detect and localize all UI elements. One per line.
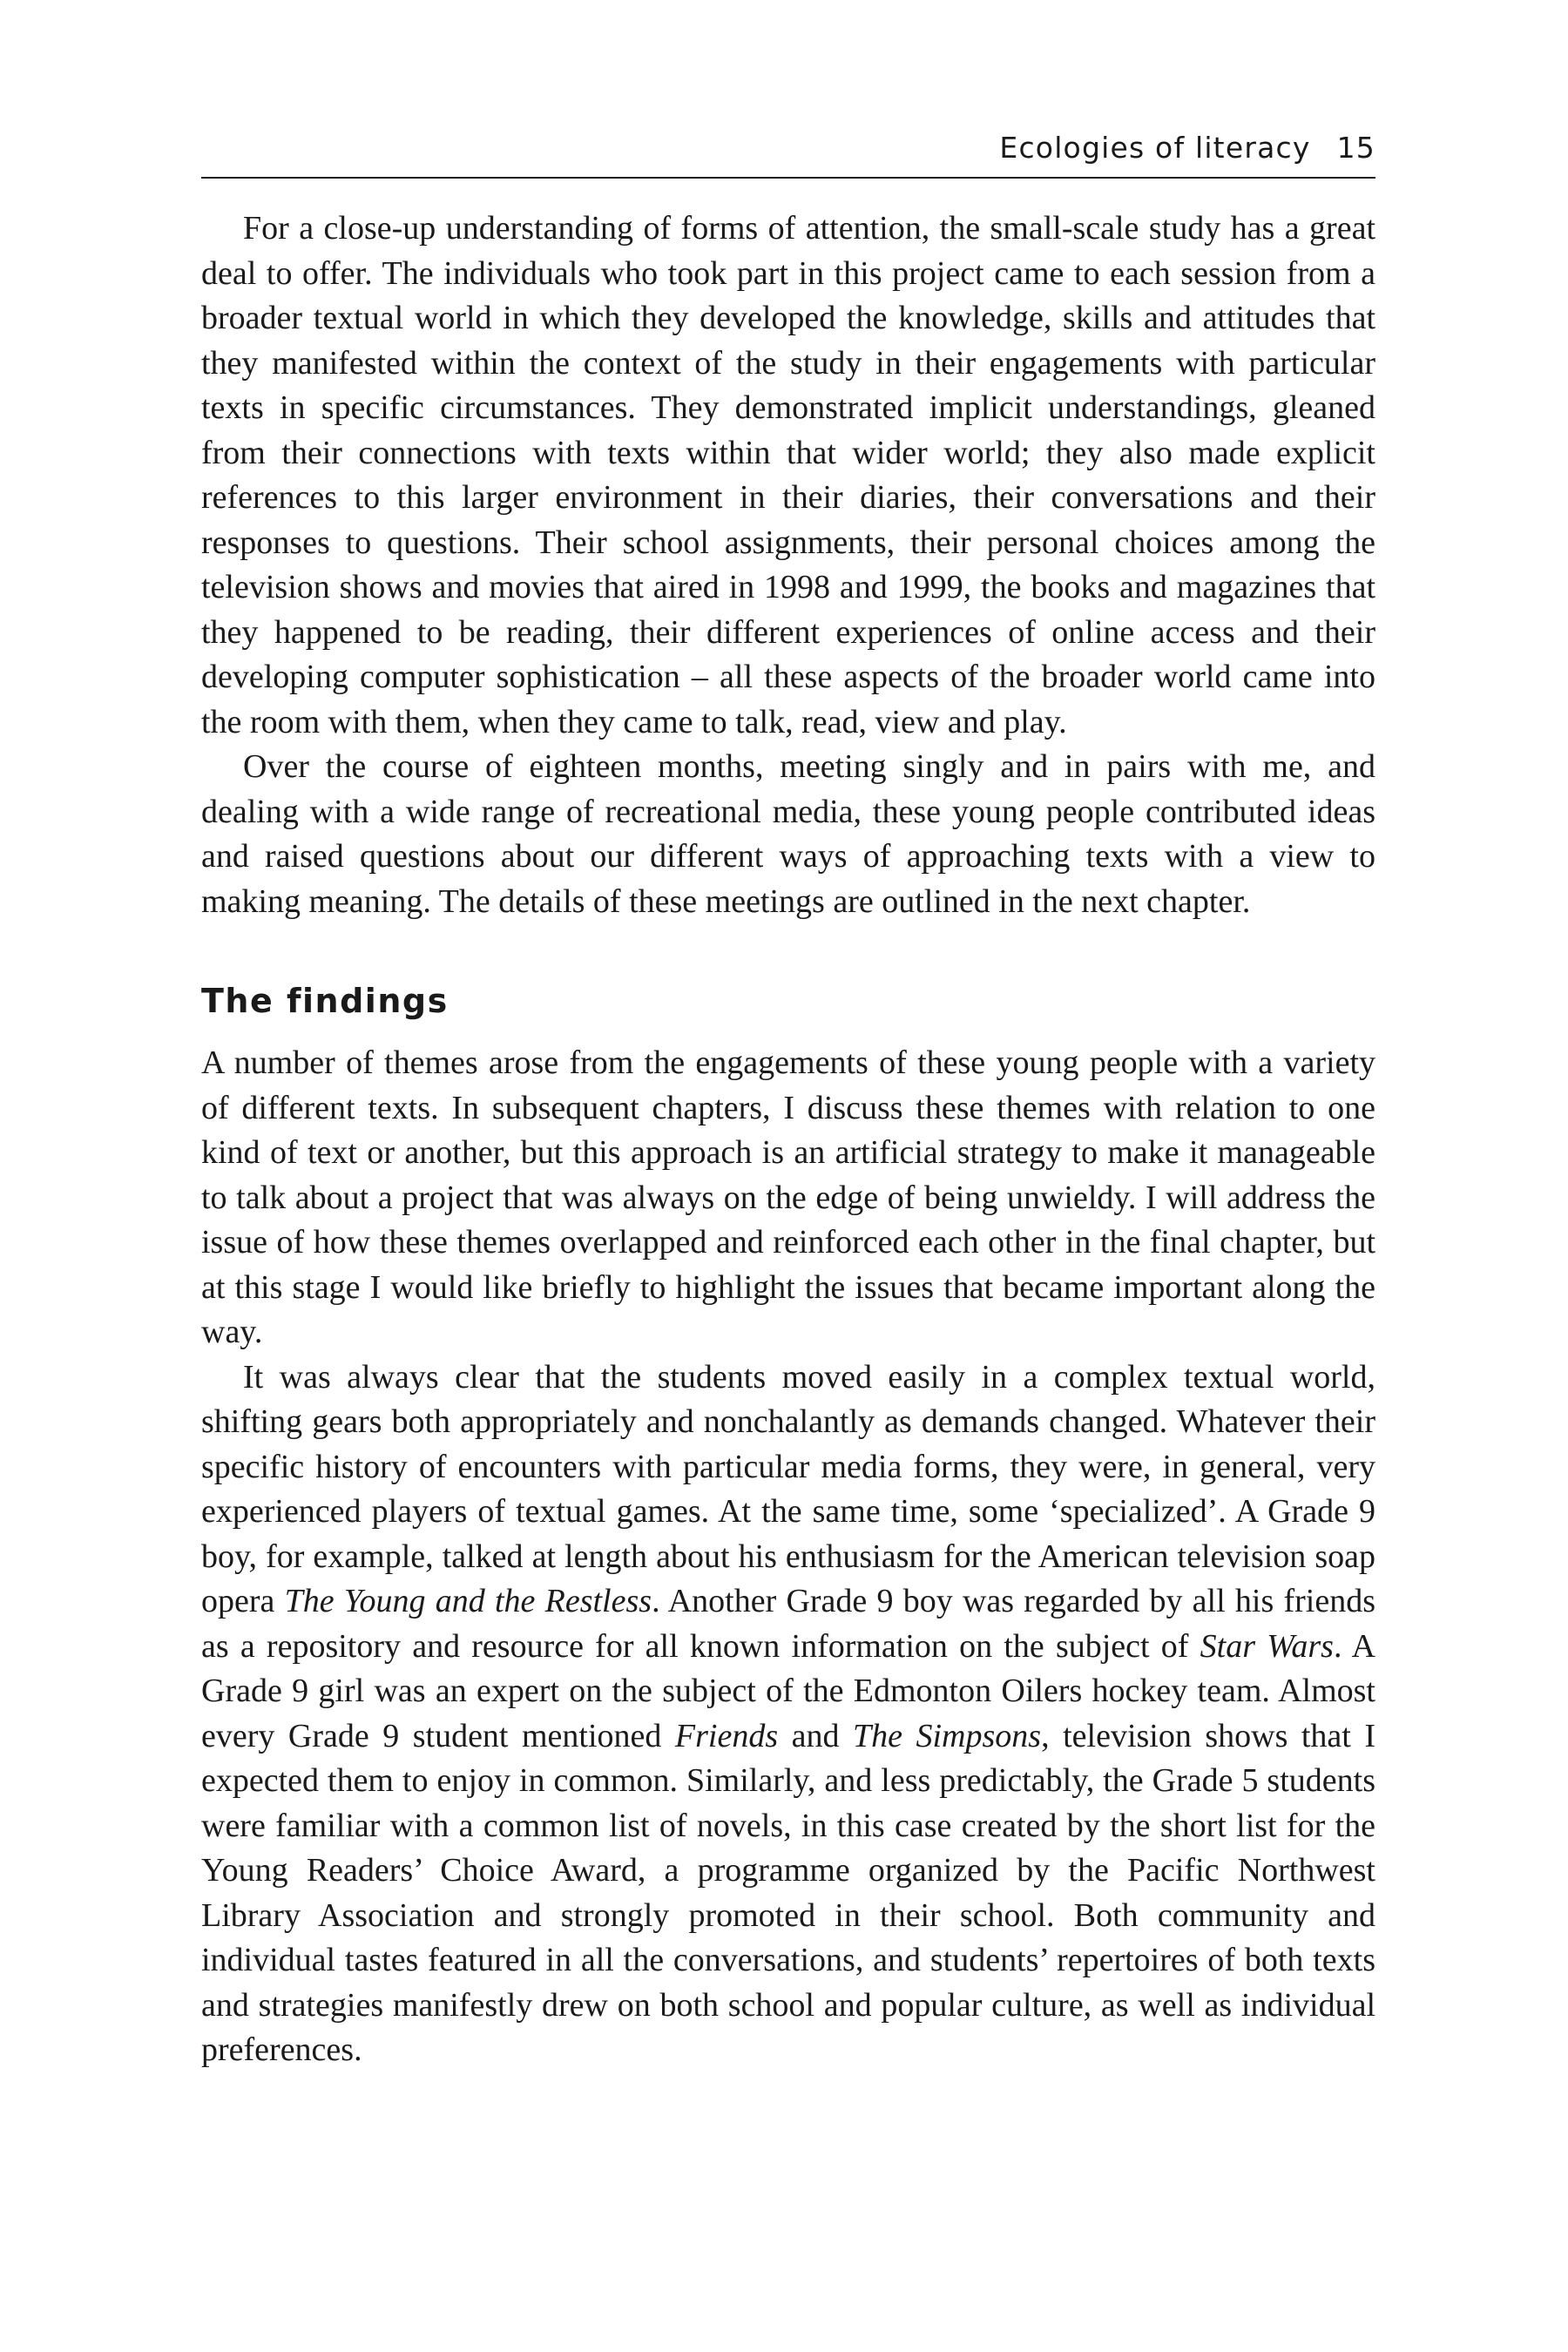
italic-title: Friends [674,1717,779,1754]
section-forms-of-attention [201,206,1375,924]
text-run: , television shows that I expected them to enjoy in common. Similarly, and less predictably, the Grade 5 students were familiar with a common list of novels, in this case created by the short list for the Young Readers’ Choice Award, a programme organized by the Pacific Northwest Library Association and strongly promoted in their school. Both community and individual tastes featured in all the conversations, and students’ repertoires of both texts and strategies manifestly drew on both school and popular culture, as well as individual preferences. [201,1717,1376,2068]
running-title: Ecologies of literacy [999,131,1311,165]
section-findings [201,1041,1375,2073]
paragraph: For a close-up understanding of forms of attention, the small-scale study has a great deal to offer. The individuals who took part in this project came to each session from a broader textual world in which they developed the knowledge, skills and attitudes that they manifested within the context of the study in their engagements with particular texts in specific circumstances. They demonstrated implicit understandings, gleaned from their connections with texts within that wider world; they also made explicit references to this larger environment in their diaries, their conversations and their responses to questions. Their school assignments, their personal choices among the television shows and movies that aired in 1998 and 1999, the books and magazines that they happened to be reading, their different experiences of online access and their developing computer sophistication – all these aspects of the broader world came into the room with them, when they came to talk, read, view and play. [201,210,1375,740]
running-header [201,131,1375,179]
text-run: . A Grade 9 girl was an expert on the subject of the Edmonton Oilers hockey team. Almost every Grade 9 student mentioned [201,1627,1375,1754]
text-run: It was always clear that the students moved easily in a complex textual world, shifting gears both appropriately and nonchalantly as demands changed. Whatever their specific history of encounters with particular media forms, they were, in general, very experienced players of textual games. At the same time, some ‘specialized’. A Grade 9 boy, for example, talked at length about his enthusiasm for the American television soap opera [201,1358,1375,1619]
page-number: 15 [1336,131,1375,165]
text-run: and [778,1717,853,1754]
italic-title: Star Wars [1200,1627,1334,1665]
italic-title: The Young and the Restless [284,1583,652,1619]
text-run: . Another Grade 9 boy was regarded by all his friends as a repository and resource for all known information on the subject of [201,1583,1376,1665]
paragraph [201,1355,1375,2073]
italic-title: The Simpsons [853,1717,1042,1754]
paragraph: Over the course of eighteen months, meeting singly and in pairs with me, and dealing with a wide range of recreational media, these young people contributed ideas and raised questions about our different ways of approaching texts with a view to making meaning. The details of these meetings are outlined in the next chapter. [201,748,1375,920]
paragraph: A number of themes arose from the engagements of these young people with a variety of different texts. In subsequent chapters, I discuss these themes with relation to one kind of text or another, but this approach is an artificial strategy to make it manageable to talk about a project that was always on the edge of being unwieldy. I will address the issue of how these themes overlapped and reinforced each other in the final chapter, but at this stage I would like briefly to highlight the issues that became important along the way. [201,1044,1375,1350]
book-page [201,131,1375,2073]
section-heading-findings: The findings [201,982,449,1020]
